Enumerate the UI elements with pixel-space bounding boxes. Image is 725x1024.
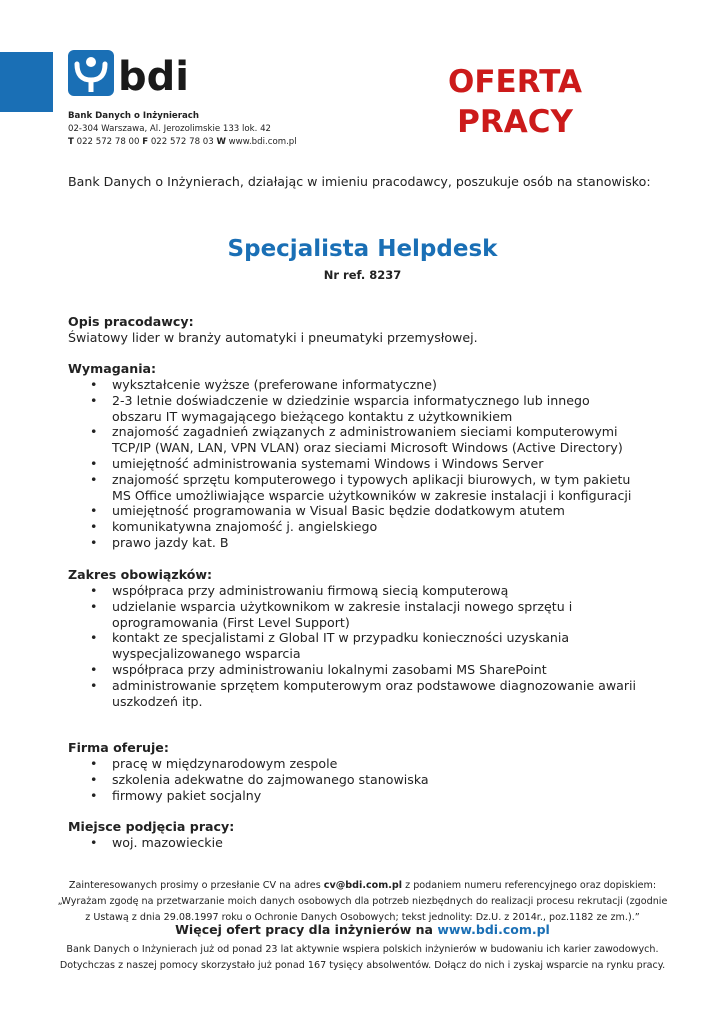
phone-label: T [68, 137, 74, 147]
offers-section [68, 740, 668, 803]
list-item: • administrowanie sprzętem komputerowym oraz podstawowe diagnozowanie awarii uszkodzeń itp. [112, 678, 668, 710]
list-item: • znajomość sprzętu komputerowego i typowych aplikacji biurowych, w tym pakietu MS Office umożliwiające wsparcie użytkowników w zakresie instalacji i konfiguracji [112, 472, 668, 504]
fax-label: F [142, 137, 149, 147]
apply-instructions [0, 878, 725, 894]
location-section [68, 819, 668, 851]
consent-line-2: z Ustawą z dnia 29.08.1997 roku o Ochronie Danych Osobowych; tekst jednolity: Dz.U. z 2014r., poz.1182 ze zm.).” [85, 912, 640, 923]
employer-description: Światowy lider w branży automatyki i pneumatyki przemysłowej. [68, 330, 478, 345]
location-list [68, 835, 668, 851]
apply-email-link[interactable]: cv@bdi.com.pl [323, 880, 403, 891]
company-address: 02-304 Warszawa, Al. Jerozolimskie 133 lok. 42 [68, 124, 272, 134]
offer-title [420, 62, 610, 142]
offers-list [68, 756, 668, 803]
list-item: • 2-3 letnie doświadczenie w dziedzinie wsparcia informatycznego lub innego obszaru IT wymagającego bieżącego kontaktu z użytkownikiem [112, 393, 668, 425]
list-item: • prawo jazdy kat. B [112, 535, 668, 551]
location-heading: Miejsce podjęcia pracy: [68, 819, 235, 834]
logo-wordmark: bdi [118, 54, 189, 98]
list-item: • współpraca przy administrowaniu lokalnymi zasobami MS SharePoint [112, 662, 668, 678]
company-contacts [68, 136, 297, 149]
requirements-heading: Wymagania: [68, 361, 157, 376]
brand-side-bar [0, 52, 53, 112]
list-item: • umiejętność programowania w Visual Basic będzie dodatkowym atutem [112, 503, 668, 519]
list-item: • szkolenia adekwatne do zajmowanego stanowiska [112, 772, 668, 788]
about-line-1: Bank Danych o Inżynierach już od ponad 23 lat aktywnie wspiera polskich inżynierów w budowaniu ich karier zawodowych. [66, 944, 659, 955]
duties-list [68, 583, 668, 709]
intro-text: Bank Danych o Inżynierach, działając w imieniu pracodawcy, poszukuje osób na stanowisko: [68, 174, 651, 189]
fax-number: 022 572 78 03 [150, 137, 214, 147]
company-name: Bank Danych o Inżynierach [68, 111, 199, 121]
job-reference: Nr ref. 8237 [323, 268, 402, 282]
company-website-link[interactable]: www.bdi.com.pl [228, 137, 297, 147]
employer-heading: Opis pracodawcy: [68, 314, 194, 329]
list-item: • udzielanie wsparcia użytkownikom w zakresie instalacji nowego sprzętu i oprogramowania (First Level Support) [112, 599, 668, 631]
more-offers-text: Więcej ofert pracy dla inżynierów na [175, 922, 433, 937]
bdi-logo [68, 50, 193, 98]
list-item: • współpraca przy administrowaniu firmową siecią komputerową [112, 583, 668, 599]
offer-title-line2: PRACY [457, 104, 573, 140]
more-offers-link[interactable]: www.bdi.com.pl [437, 922, 550, 937]
consent-line-1: „Wyrażam zgodę na przetwarzanie moich danych osobowych dla potrzeb niezbędnych do realizacji procesu rekrutacji (zgodnie [57, 896, 668, 907]
company-contact-block [68, 110, 297, 149]
apply-prefix: Zainteresowanych prosimy o przesłanie CV na adres [68, 880, 321, 891]
job-title: Specjalista Helpdesk [227, 236, 498, 262]
list-item: • komunikatywna znajomość j. angielskiego [112, 519, 668, 535]
phone-number: 022 572 78 00 [76, 137, 140, 147]
requirements-section [68, 361, 668, 551]
list-item: • woj. mazowieckie [112, 835, 668, 851]
employer-section [68, 314, 668, 346]
list-item: • firmowy pakiet socjalny [112, 788, 668, 804]
list-item: • pracę w międzynarodowym zespole [112, 756, 668, 772]
about-line-2: Dotychczas z naszej pomocy skorzystało już ponad 167 tysięcy absolwentów. Dołącz do nich i zyskaj wsparcie na rynku pracy. [59, 960, 666, 971]
more-offers [0, 922, 725, 937]
duties-heading: Zakres obowiązków: [68, 567, 213, 582]
list-item: • wykształcenie wyższe (preferowane informatyczne) [112, 377, 668, 393]
offer-title-line1: OFERTA [448, 64, 582, 100]
offers-heading: Firma oferuje: [68, 740, 169, 755]
website-label: W [216, 137, 226, 147]
list-item: • umiejętność administrowania systemami Windows i Windows Server [112, 456, 668, 472]
apply-suffix: z podaniem numeru referencyjnego oraz dopiskiem: [405, 880, 657, 891]
list-item: • kontakt ze specjalistami z Global IT w przypadku konieczności uzyskania wyspecjalizowanego wsparcia [112, 630, 668, 662]
requirements-list [68, 377, 668, 551]
duties-section [68, 567, 668, 709]
list-item: • znajomość zagadnień związanych z administrowaniem sieciami komputerowymi TCP/IP (WAN, LAN, VPN VLAN) oraz sieciami Microsoft Windows (Active Directory) [112, 424, 668, 456]
